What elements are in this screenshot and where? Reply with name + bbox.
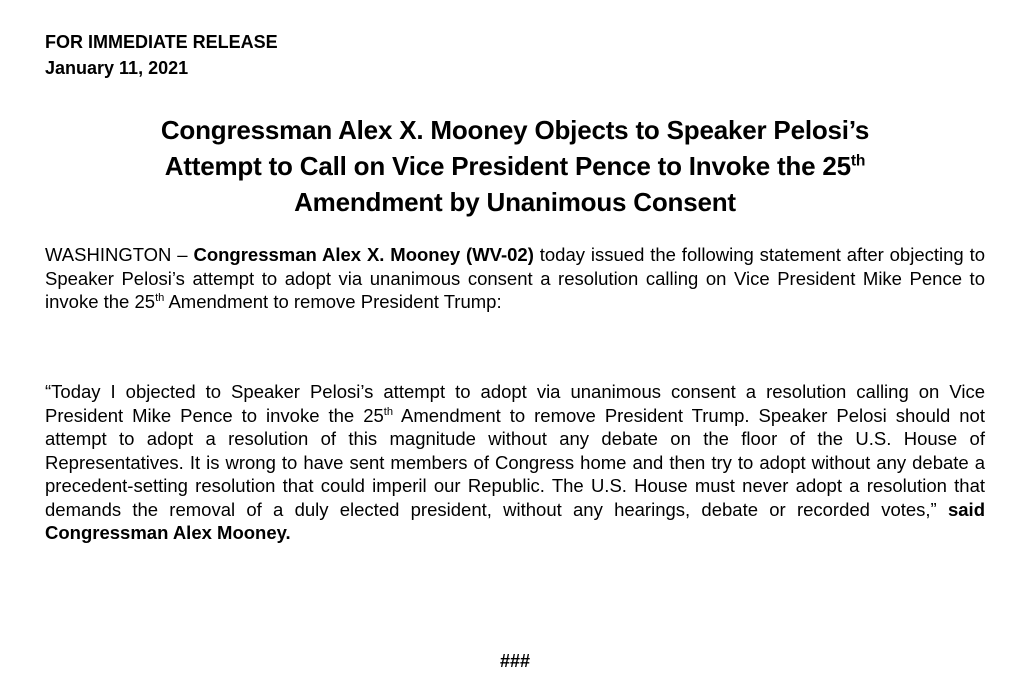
intro-text: today issued the following statement after objecting to Speaker Pelosi’s attempt to adopt via unanimous consent a resolution calling on Vice President Mike Pence to invoke the 25: [45, 244, 985, 312]
headline-superscript: th: [850, 152, 866, 170]
quote-superscript: th: [383, 405, 394, 418]
release-header: [45, 29, 278, 81]
paragraph-intro: [45, 243, 985, 314]
quote-text-end: Amendment to remove President Trump. Speaker Pelosi should not attempt to adopt a resolution of this magnitude without any debate on the floor of the U.S. House of Representatives. It is wrong to have sent members of Congress home and then try to adopt without any debate a precedent-setting resolution that could imperil our Republic. The U.S. House must never adopt a resolution that demands the removal of a duly elected president, without any hearings, debate or recorded votes,”: [45, 404, 985, 520]
headline-line-3: Amendment by Unanimous Consent: [294, 187, 736, 217]
end-mark: ###: [499, 651, 531, 671]
paragraph-quote: [45, 380, 985, 545]
dateline: WASHINGTON –: [45, 244, 194, 265]
intro-superscript: th: [155, 291, 165, 304]
release-date: January 11, 2021: [45, 58, 189, 78]
subject-name: Congressman Alex X. Mooney (WV-02): [193, 244, 534, 265]
headline-line-2-text: Attempt to Call on Vice President Pence to Invoke the 25: [164, 151, 851, 181]
quote-attribution: said Congressman Alex Mooney.: [45, 498, 985, 543]
headline-line-1: Congressman Alex X. Mooney Objects to Speaker Pelosi’s: [160, 115, 870, 145]
headline: [45, 112, 985, 220]
headline-line-2: [45, 148, 985, 184]
release-label: FOR IMMEDIATE RELEASE: [45, 32, 278, 52]
quote-text: “Today I objected to Speaker Pelosi’s attempt to adopt via unanimous consent a resolution calling on Vice President Mike Pence to invoke the 25: [45, 381, 985, 426]
intro-text-end: Amendment to remove President Trump:: [164, 291, 502, 312]
